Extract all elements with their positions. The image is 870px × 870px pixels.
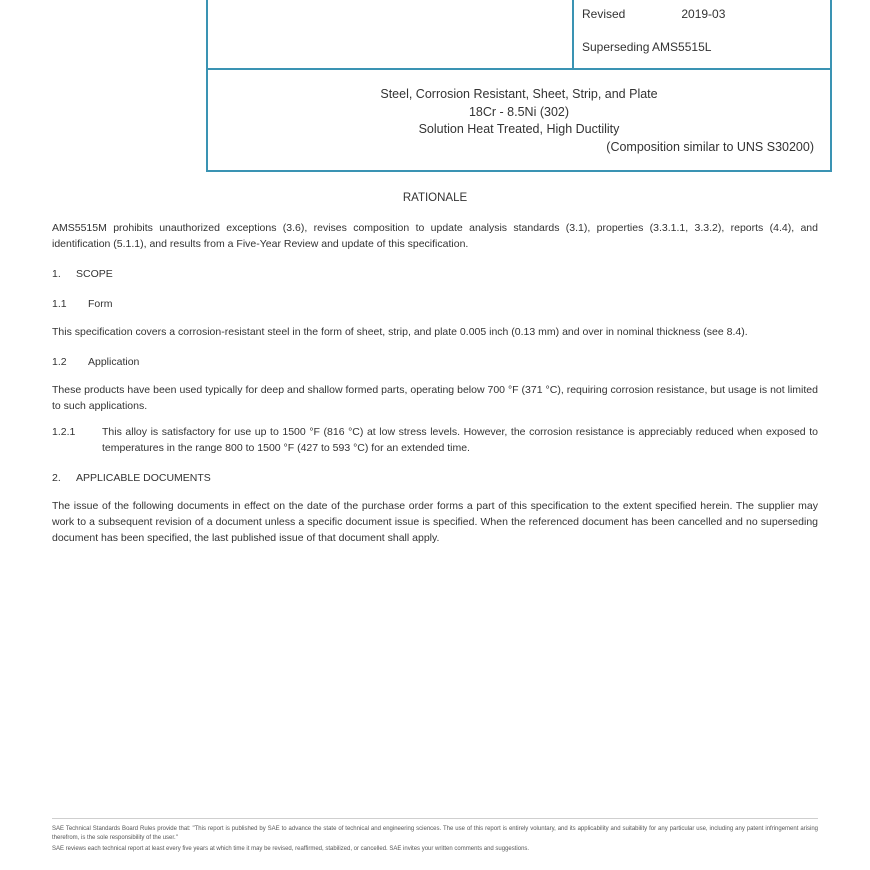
rationale-text: AMS5515M prohibits unauthorized exceptions (3.6), revises composition to update analysis standards (3.1), properties (3.3.1.1, 3.3.2), reports (4.4), and identification (5.1.1), and results from a Five-Year Review and update of this specification. (52, 222, 818, 250)
section-1-1-text: This specification covers a corrosion-resistant steel in the form of sheet, strip, and plate 0.005 inch (0.13 mm) and over in nominal thickness (see 8.4). (52, 326, 748, 338)
section-number: 1.2.1 (52, 426, 76, 438)
spec-title-line-1: Steel, Corrosion Resistant, Sheet, Strip, and Plate (380, 87, 658, 101)
footer-notice-1: SAE Technical Standards Board Rules provide that: "This report is published by SAE to advance the state of technical and engineering sciences. The use of this report is entirely voluntary, and its applicability and suitability for any particular use, including any patent infringement arising therefrom, is the sole responsibility of the user." (52, 826, 818, 841)
header-vertical-divider (572, 0, 574, 70)
spec-title-line-3: Solution Heat Treated, High Ductility (418, 122, 620, 136)
section-1-1-heading (52, 296, 818, 312)
composition-note: (Composition similar to UNS S30200) (606, 139, 814, 154)
document-body (52, 190, 818, 546)
spec-title-line-2: 18Cr - 8.5Ni (302) (468, 104, 570, 119)
section-1-2-1 (52, 424, 818, 456)
spec-header-box (206, 0, 832, 172)
revised-label: Revised (582, 7, 626, 21)
section-title: APPLICABLE DOCUMENTS (76, 472, 211, 484)
header-horizontal-divider (208, 68, 830, 70)
superseding-text: Superseding AMS5515L (582, 40, 712, 54)
page-footer (52, 818, 818, 856)
section-number: 2. (52, 472, 61, 484)
section-number: 1. (52, 268, 61, 280)
revised-date: 2019-03 (681, 7, 726, 21)
section-1-2-1-text: This alloy is satisfactory for use up to 1500 °F (816 °C) at low stress levels. However, the corrosion resistance is appreciably reduced when exposed to temperatures in the range 800 to 1500 °F (427 to 593 °C) for an extended time. (102, 426, 818, 454)
section-1-2-text: These products have been used typically for deep and shallow formed parts, operating below 700 °F (371 °C), requiring corrosion resistance, but usage is not limited to such applications. (52, 384, 818, 412)
superseding-row (582, 40, 711, 54)
section-title: Form (88, 298, 113, 310)
revised-row (582, 7, 725, 21)
section-number: 1.2 (52, 356, 67, 368)
rationale-heading: RATIONALE (402, 192, 468, 204)
header-metadata-area (208, 0, 830, 70)
section-title: SCOPE (76, 268, 113, 280)
section-title: Application (88, 356, 140, 368)
spec-title-block (208, 86, 830, 156)
section-1-2-heading (52, 354, 818, 370)
footer-notice-2: SAE reviews each technical report at least every five years at which time it may be revised, reaffirmed, stabilized, or cancelled. SAE invites your written comments and suggestions. (52, 846, 530, 852)
section-number: 1.1 (52, 298, 67, 310)
section-1-heading (52, 266, 818, 282)
section-2-text: The issue of the following documents in effect on the date of the purchase order forms a part of this specification to the extent specified herein. The supplier may work to a subsequent revision of a document unless a specific document issue is specified. When the referenced document has been cancelled and no superseding document has been specified, the last published issue of that document shall apply. (52, 500, 818, 544)
section-2-heading (52, 470, 818, 486)
